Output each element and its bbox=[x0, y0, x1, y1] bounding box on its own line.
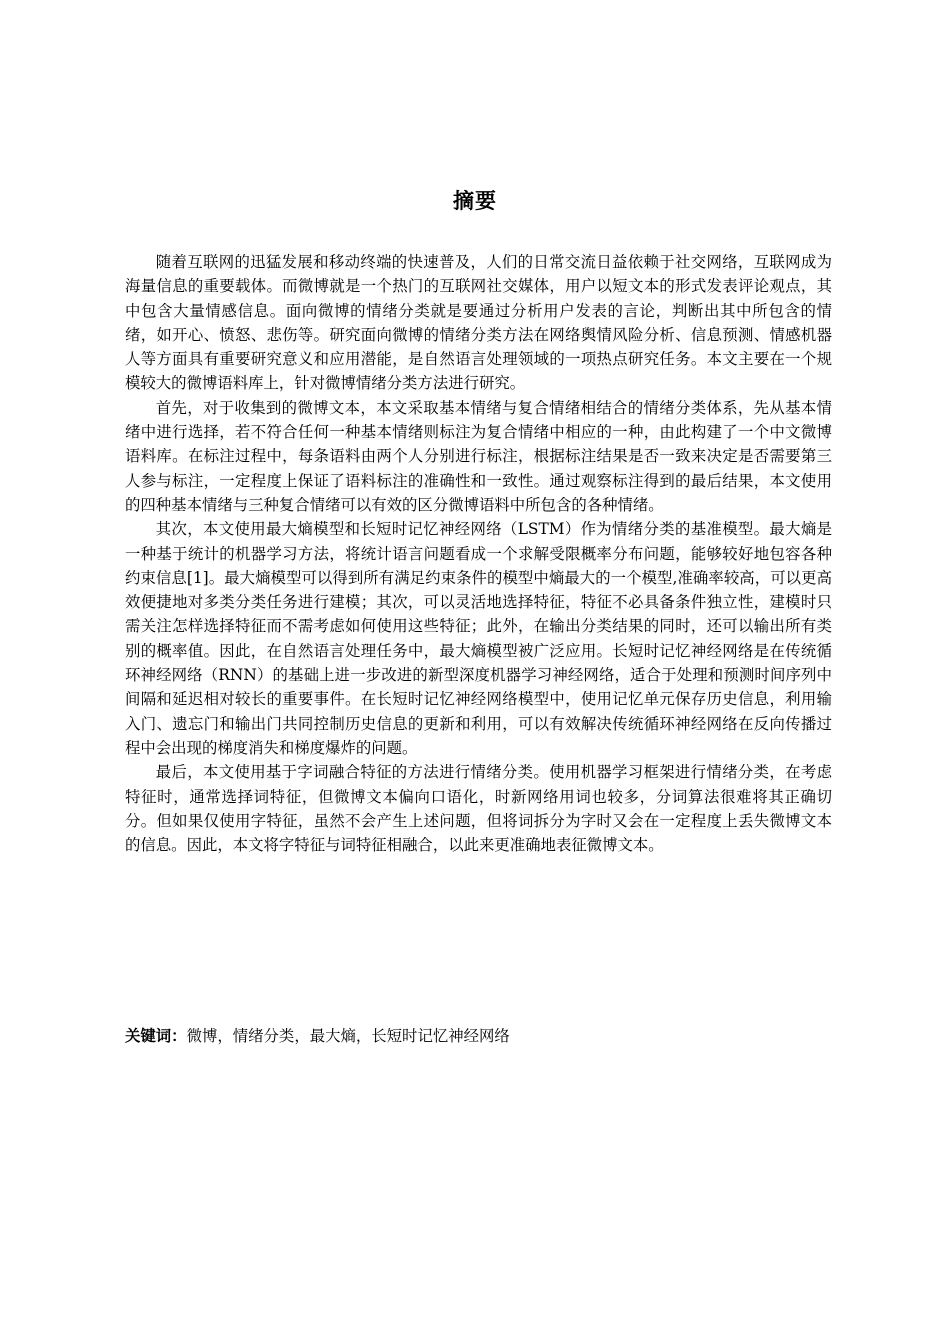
keywords-line bbox=[125, 1024, 832, 1048]
page-title: 摘要 bbox=[453, 189, 497, 213]
abstract-paragraph-3: 其次，本文使用最大熵模型和长短时记忆神经网络（LSTM）作为情绪分类的基准模型。最大熵是一种基于统计的机器学习方法，将统计语言问题看成一个求解受限概率分布问题，能够较好地包容各种约束信息[1]。最大熵模型可以得到所有满足约束条件的模型中熵最大的一个模型,准确率较高，可以更高效便捷地对多类分类任务进行建模；其次，可以灵活地选择特征，特征不必具备条件独立性，建模时只需关注怎样选择特征而不需考虑如何使用这些特征；此外，在输出分类结果的同时，还可以输出所有类别的概率值。因此，在自然语言处理任务中，最大熵模型被广泛应用。长短时记忆神经网络是在传统循环神经网络（RNN）的基础上进一步改进的新型深度机器学习神经网络，适合于处理和预测时间序列中间隔和延迟相对较长的重要事件。在长短时记忆神经网络模型中，使用记忆单元保存历史信息，利用输入门、遗忘门和输出门共同控制历史信息的更新和利用，可以有效解决传统循环神经网络在反向传播过程中会出现的梯度消失和梯度爆炸的问题。 bbox=[125, 520, 832, 757]
abstract-paragraph-1: 随着互联网的迅猛发展和移动终端的快速普及，人们的日常交流日益依赖于社交网络，互联网成为海量信息的重要载体。而微博就是一个热门的互联网社交媒体，用户以短文本的形式发表评论观点，其中包含大量情感信息。面向微博的情绪分类就是要通过分析用户发表的言论，判断出其中所包含的情绪，如开心、愤怒、悲伤等。研究面向微博的情绪分类方法在网络舆情风险分析、信息预测、情感机器人等方面具有重要研究意义和应用潜能，是自然语言处理领域的一项热点研究任务。本文主要在一个规模较大的微博语料库上，针对微博情绪分类方法进行研究。 bbox=[125, 253, 832, 393]
abstract-body bbox=[125, 250, 832, 857]
abstract-paragraph-4: 最后，本文使用基于字词融合特征的方法进行情绪分类。使用机器学习框架进行情绪分类，在考虑特征时，通常选择词特征，但微博文本偏向口语化，时新网络用词也较多，分词算法很难将其正确切分。但如果仅使用字特征，虽然不会产生上述问题，但将词拆分为字时又会在一定程度上丢失微博文本的信息。因此，本文将字特征与词特征相融合，以此来更准确地表征微博文本。 bbox=[125, 763, 832, 855]
keywords-label: 关键词： bbox=[125, 1027, 187, 1045]
abstract-paragraph-2: 首先，对于收集到的微博文本，本文采取基本情绪与复合情绪相结合的情绪分类体系，先从基本情绪中进行选择，若不符合任何一种基本情绪则标注为复合情绪中相应的一种，由此构建了一个中文微博语料库。在标注过程中，每条语料由两个人分别进行标注，根据标注结果是否一致来决定是否需要第三人参与标注，一定程度上保证了语料标注的准确性和一致性。通过观察标注得到的最后结果，本文使用的四种基本情绪与三种复合情绪可以有效的区分微博语料中所包含的各种情绪。 bbox=[125, 398, 832, 514]
keywords-value: 微博，情绪分类，最大熵，长短时记忆神经网络 bbox=[186, 1027, 510, 1045]
